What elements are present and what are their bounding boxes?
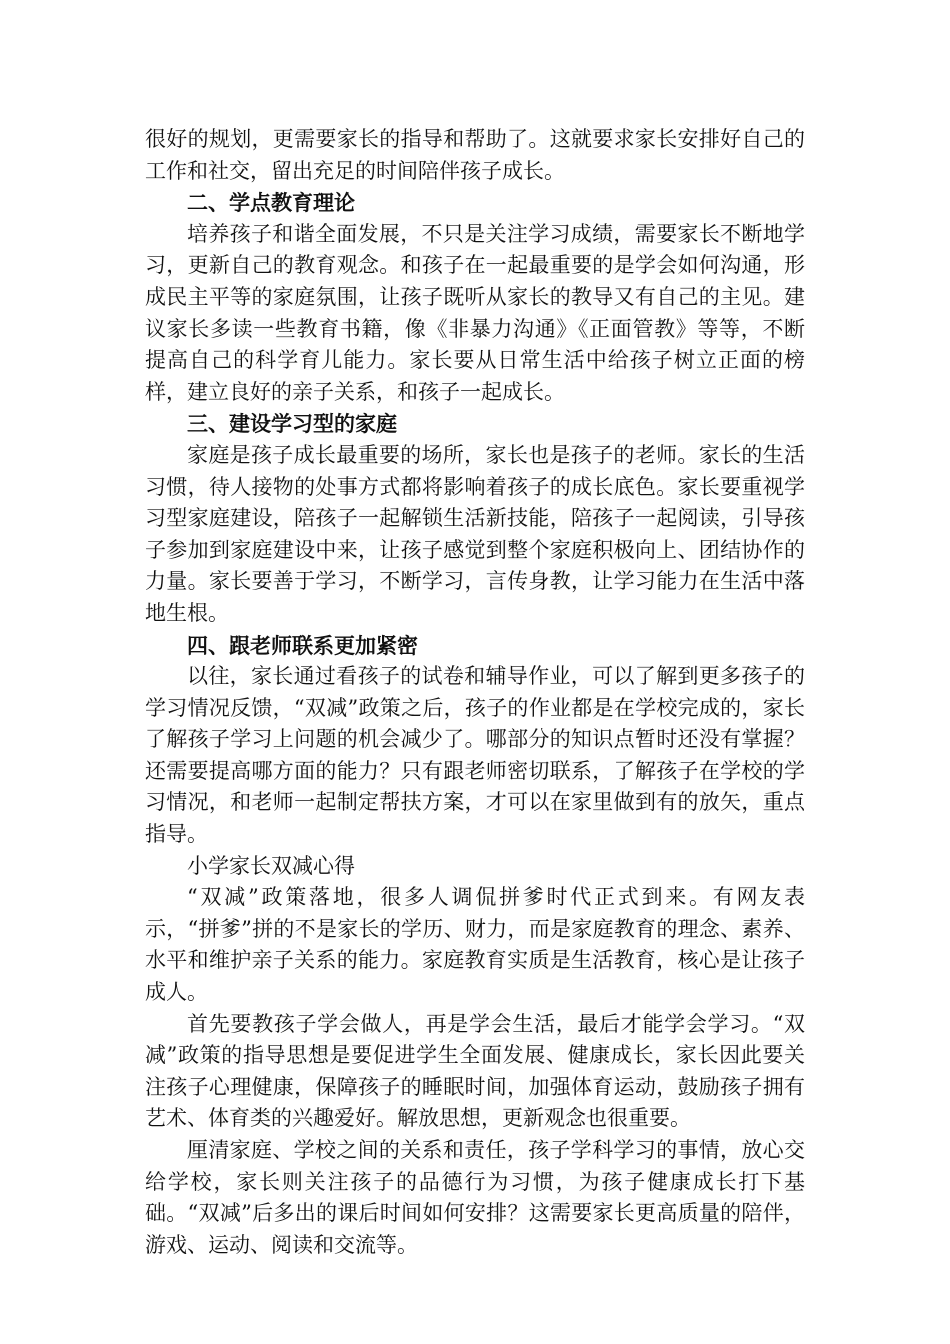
paragraph-teacher-contact: 以往，家长通过看孩子的试卷和辅导作业，可以了解到更多孩子的学习情况反馈，“双减”政策之后，孩子的作业都是在学校完成的，家长了解孩子学习上问题的机会减少了。哪部分的知识点暂时还没有掌握？还需要提高哪方面的能力？只有跟老师密切联系，了解孩子在学校的学习情况，和老师一起制定帮扶方案，才可以在家里做到有的放矢，重点指导。 <box>145 664 805 847</box>
paragraph-learning-family: 家庭是孩子成长最重要的场所，家长也是孩子的老师。家长的生活习惯，待人接物的处事方式都将影响着孩子的成长底色。家长要重视学习型家庭建设，陪孩子一起解锁生活新技能，陪孩子一起阅读，引导孩子参加到家庭建设中来，让孩子感觉到整个家庭积极向上、团结协作的力量。家长要善于学习，不断学习，言传身教，让学习能力在生活中落地生根。 <box>145 442 805 625</box>
paragraph-continued: 很好的规划，更需要家长的指导和帮助了。这就要求家长安排好自己的工作和社交，留出充足的时间陪伴孩子成长。 <box>145 127 805 183</box>
paragraph-policy-landing: “双减”政策落地，很多人调侃拼爹时代正式到来。有网友表示，“拼爹”拼的不是家长的学历、财力，而是家庭教育的理念、素养、水平和维护亲子关系的能力。家庭教育实质是生活教育，核心是让孩子成人。 <box>145 885 805 1005</box>
paragraph-education-theory: 培养孩子和谐全面发展，不只是关注学习成绩，需要家长不断地学习，更新自己的教育观念。和孩子在一起最重要的是学会如何沟通，形成民主平等的家庭氛围，让孩子既听从家长的教导又有自己的主见。建议家长多读一些教育书籍，像《非暴力沟通》《正面管教》等等，不断提高自己的科学育儿能力。家长要从日常生活中给孩子树立正面的榜样，建立良好的亲子关系，和孩子一起成长。 <box>145 221 805 404</box>
paragraph-clarify-roles: 厘清家庭、学校之间的关系和责任，孩子学科学习的事情，放心交给学校，家长则关注孩子的品德行为习惯，为孩子健康成长打下基础。“双减”后多出的课后时间如何安排？这需要家长更高质量的陪伴，游戏、运动、阅读和交流等。 <box>145 1138 805 1257</box>
section-heading-4: 四、跟老师联系更加紧密 <box>187 632 418 658</box>
section-heading-2: 二、学点教育理论 <box>187 190 355 216</box>
subtitle-line: 小学家长双减心得 <box>187 853 355 878</box>
paragraph-teach-person: 首先要教孩子学会做人，再是学会生活，最后才能学会学习。“双减”政策的指导思想是要促进学生全面发展、健康成长，家长因此要关注孩子心理健康，保障孩子的睡眠时间，加强体育运动，鼓励孩子拥有艺术、体育类的兴趣爱好。解放思想，更新观念也很重要。 <box>145 1011 805 1131</box>
section-heading-3: 三、建设学习型的家庭 <box>187 411 397 437</box>
document-page <box>145 124 805 1261</box>
